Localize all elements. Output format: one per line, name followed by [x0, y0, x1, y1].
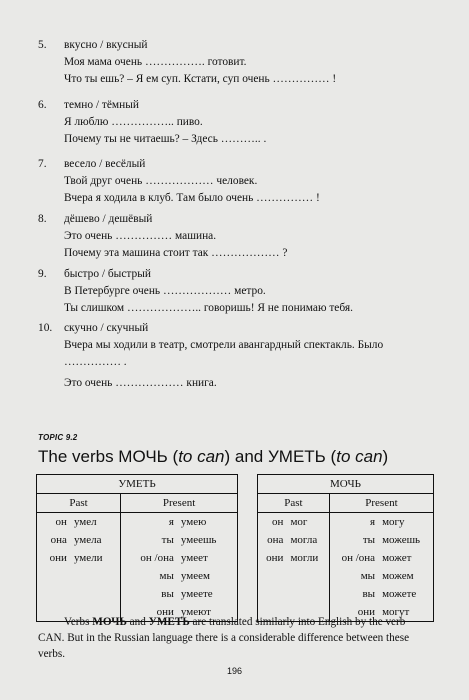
table-title: МОЧЬ	[258, 475, 434, 494]
present-pronoun: я	[121, 513, 177, 532]
exercise-item	[38, 320, 458, 392]
present-pronoun: он /она	[121, 549, 177, 567]
present-pronoun: ты	[121, 531, 177, 549]
table-row	[37, 531, 238, 549]
column-header-past: Past	[258, 494, 330, 513]
para-text-1: Verbs	[64, 616, 93, 628]
present-form: умеют	[177, 603, 238, 622]
column-header-present: Present	[329, 494, 433, 513]
exercise-sentence: Почему эта машина стоит так ……………… ?	[64, 247, 288, 259]
exercise-title: быстро / быстрый	[64, 268, 151, 280]
section-heading	[38, 447, 388, 467]
present-form: умеешь	[177, 531, 238, 549]
explanation-paragraph	[38, 614, 433, 662]
exercise-header	[38, 97, 458, 114]
present-form: могу	[378, 513, 433, 532]
past-pronoun: они	[258, 549, 287, 567]
exercise-sentence: В Петербурге очень ……………… метро.	[64, 285, 266, 297]
exercise-title: скучно / скучный	[64, 322, 149, 334]
exercise-item	[38, 211, 458, 262]
exercise-sentence: …………… .	[64, 356, 127, 368]
present-pronoun: они	[329, 603, 378, 622]
exercise-sentence: Это очень …………… машина.	[64, 230, 217, 242]
table-title: УМЕТЬ	[37, 475, 238, 494]
column-header-present: Present	[121, 494, 238, 513]
present-pronoun: он /она	[329, 549, 378, 567]
present-form: можешь	[378, 531, 433, 549]
exercise-title: весело / весёлый	[64, 158, 146, 170]
empty-cell	[37, 567, 70, 585]
past-form: мог	[286, 513, 329, 532]
para-bold-umet: УМЕТЬ	[148, 616, 190, 628]
topic-label: TOPIC 9.2	[38, 433, 78, 442]
column-header-past: Past	[37, 494, 121, 513]
heading-mid: ) and УМЕТЬ (	[224, 447, 337, 466]
past-form: умел	[70, 513, 121, 532]
exercise-sentence: Почему ты не читаешь? – Здесь ……….. .	[64, 133, 267, 145]
umet-conjugation-table	[36, 474, 238, 622]
para-text-3: are translated similarly into English by the verb CAN. But in the Russian language there is a considerable difference between these verbs.	[38, 616, 410, 660]
present-pronoun: я	[329, 513, 378, 532]
exercise-header	[38, 37, 458, 54]
exercise-header	[38, 156, 458, 173]
past-pronoun: он	[37, 513, 70, 532]
para-bold-moch: МОЧЬ	[92, 616, 127, 628]
exercise-number: 10.	[38, 322, 53, 334]
empty-cell	[286, 585, 329, 603]
present-form: умеем	[177, 567, 238, 585]
present-pronoun: ты	[329, 531, 378, 549]
heading-prefix: The verbs МОЧЬ (	[38, 447, 179, 466]
present-form: можем	[378, 567, 433, 585]
exercise-item	[38, 97, 458, 148]
past-pronoun: они	[37, 549, 70, 567]
exercise-sentence: Это очень ……………… книга.	[64, 377, 217, 389]
table-row	[37, 549, 238, 567]
present-form: умеет	[177, 549, 238, 567]
present-pronoun: мы	[329, 567, 378, 585]
table-row	[37, 513, 238, 532]
empty-cell	[70, 585, 121, 603]
heading-gloss-1: to can	[178, 447, 225, 466]
exercise-title: вкусно / вкусный	[64, 39, 148, 51]
heading-suffix: )	[382, 447, 389, 466]
past-form: могла	[286, 531, 329, 549]
table-row	[37, 585, 238, 603]
exercise-sentence: Я люблю …………….. пиво.	[64, 116, 203, 128]
exercise-header	[38, 211, 458, 228]
empty-cell	[286, 567, 329, 585]
exercise-sentence: Ты слишком ……………….. говоришь! Я не понимаю тебя.	[64, 302, 353, 314]
empty-cell	[37, 585, 70, 603]
empty-cell	[258, 567, 287, 585]
past-pronoun: он	[258, 513, 287, 532]
table-row	[258, 513, 434, 532]
table-row	[258, 567, 434, 585]
exercise-header	[38, 266, 458, 283]
table-row	[258, 549, 434, 567]
exercise-sentence: Вчера мы ходили в театр, смотрели авангардный спектакль. Было	[64, 339, 384, 351]
exercise-header	[38, 320, 458, 337]
para-text-2: and	[126, 616, 149, 628]
empty-cell	[258, 585, 287, 603]
past-form: умела	[70, 531, 121, 549]
exercise-sentence: Вчера я ходила в клуб. Там было очень …………… !	[64, 192, 320, 204]
past-form: умели	[70, 549, 121, 567]
page-number: 196	[226, 666, 243, 676]
present-form: может	[378, 549, 433, 567]
exercise-number: 7.	[38, 158, 47, 170]
past-pronoun: она	[37, 531, 70, 549]
present-pronoun: вы	[121, 585, 177, 603]
exercise-number: 8.	[38, 213, 47, 225]
exercise-item	[38, 37, 458, 88]
exercise-title: дёшево / дешёвый	[64, 213, 153, 225]
present-form: можете	[378, 585, 433, 603]
present-form: умеете	[177, 585, 238, 603]
moch-conjugation-table	[257, 474, 434, 622]
table-row	[37, 567, 238, 585]
exercise-title: темно / тёмный	[64, 99, 139, 111]
exercise-number: 5.	[38, 39, 47, 51]
exercise-sentence: Что ты ешь? – Я ем суп. Кстати, суп очень …………… !	[64, 73, 337, 85]
past-pronoun: она	[258, 531, 287, 549]
exercise-sentence: Твой друг очень ……………… человек.	[64, 175, 258, 187]
exercise-item	[38, 156, 458, 207]
empty-cell	[70, 567, 121, 585]
exercise-number: 9.	[38, 268, 47, 280]
present-pronoun: мы	[121, 567, 177, 585]
table-row	[258, 531, 434, 549]
present-form: могут	[378, 603, 433, 622]
present-pronoun: они	[121, 603, 177, 622]
present-pronoun: вы	[329, 585, 378, 603]
past-form: могли	[286, 549, 329, 567]
exercise-number: 6.	[38, 99, 47, 111]
exercise-item	[38, 266, 458, 317]
table-row	[258, 585, 434, 603]
heading-gloss-2: to can	[336, 447, 383, 466]
present-form: умею	[177, 513, 238, 532]
exercise-sentence: Моя мама очень ……………. готовит.	[64, 56, 247, 68]
